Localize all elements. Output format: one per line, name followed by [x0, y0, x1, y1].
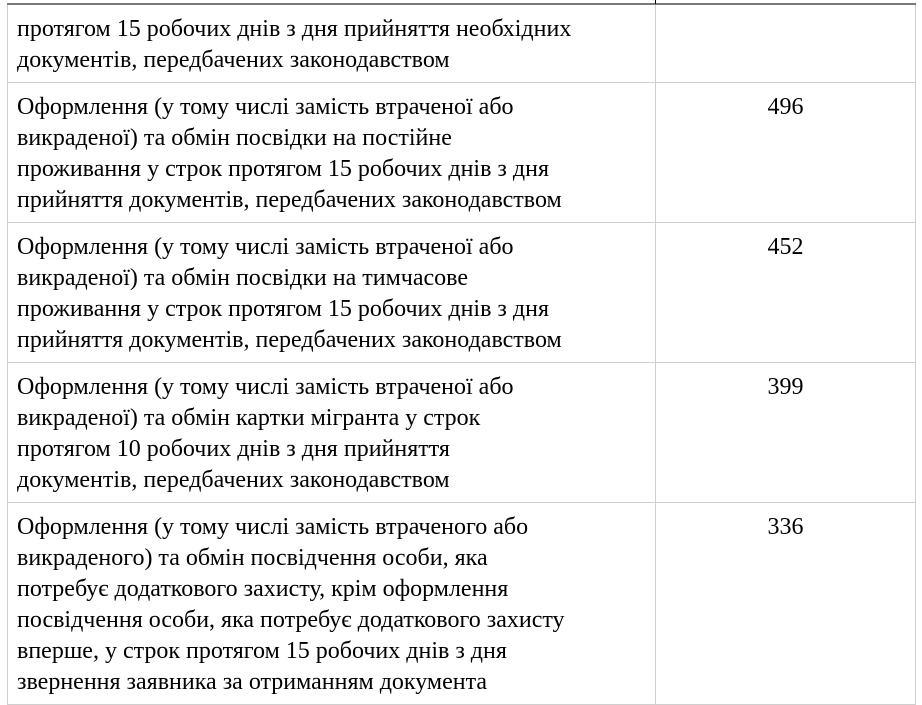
- description-line: викраденої) та обмін посвідки на тимчасове: [17, 265, 469, 291]
- description-line: документів, передбачених законодавством: [17, 467, 450, 493]
- fee-value: 496: [767, 94, 804, 120]
- description-line: викраденого) та обмін посвідчення особи, яка: [17, 545, 488, 571]
- description-line: посвідчення особи, яка потребує додаткового захисту: [17, 607, 565, 633]
- column-divider-tick: [655, 0, 656, 4]
- description-line: документів, передбачених законодавством: [17, 47, 450, 73]
- description-line: прийняття документів, передбачених законодавством: [17, 187, 562, 213]
- description-line: Оформлення (у тому числі замість втраченої або: [17, 234, 514, 260]
- fee-value-cell: [656, 5, 916, 83]
- description-line: Оформлення (у тому числі замість втраченої або: [17, 94, 514, 120]
- description-line: Оформлення (у тому числі замість втраченого або: [17, 514, 529, 540]
- description-line: проживання у строк протягом 15 робочих днів з дня: [17, 156, 550, 182]
- fee-value: 399: [767, 374, 804, 400]
- table-row: [8, 223, 916, 363]
- service-description-cell: [8, 363, 656, 503]
- table-row: [8, 83, 916, 223]
- description-line: протягом 10 робочих днів з дня прийняття: [17, 436, 450, 462]
- description-line: потребує додаткового захисту, крім оформлення: [17, 576, 509, 602]
- table-row: [8, 503, 916, 705]
- description-line: викраденої) та обмін картки мігранта у строк: [17, 405, 481, 431]
- fee-value: 452: [767, 234, 804, 260]
- fee-value-cell: [656, 83, 916, 223]
- service-description-cell: [8, 223, 656, 363]
- fee-value-cell: [656, 503, 916, 705]
- description-line: вперше, у строк протягом 15 робочих днів з дня: [17, 638, 507, 664]
- description-line: викраденої) та обмін посвідки на постійне: [17, 125, 452, 151]
- service-description-cell: [8, 5, 656, 83]
- fee-value-cell: [656, 223, 916, 363]
- description-line: Оформлення (у тому числі замість втраченої або: [17, 374, 514, 400]
- description-line: звернення заявника за отриманням документа: [17, 669, 488, 695]
- table-row: [8, 363, 916, 503]
- description-line: проживання у строк протягом 15 робочих днів з дня: [17, 296, 550, 322]
- fee-table: [7, 5, 916, 705]
- service-description-cell: [8, 83, 656, 223]
- table-row: [8, 5, 916, 83]
- description-line: прийняття документів, передбачених законодавством: [17, 327, 562, 353]
- fee-value: 336: [767, 514, 804, 540]
- fee-value-cell: [656, 363, 916, 503]
- description-line: протягом 15 робочих днів з дня прийняття необхідних: [17, 16, 572, 42]
- service-description-cell: [8, 503, 656, 705]
